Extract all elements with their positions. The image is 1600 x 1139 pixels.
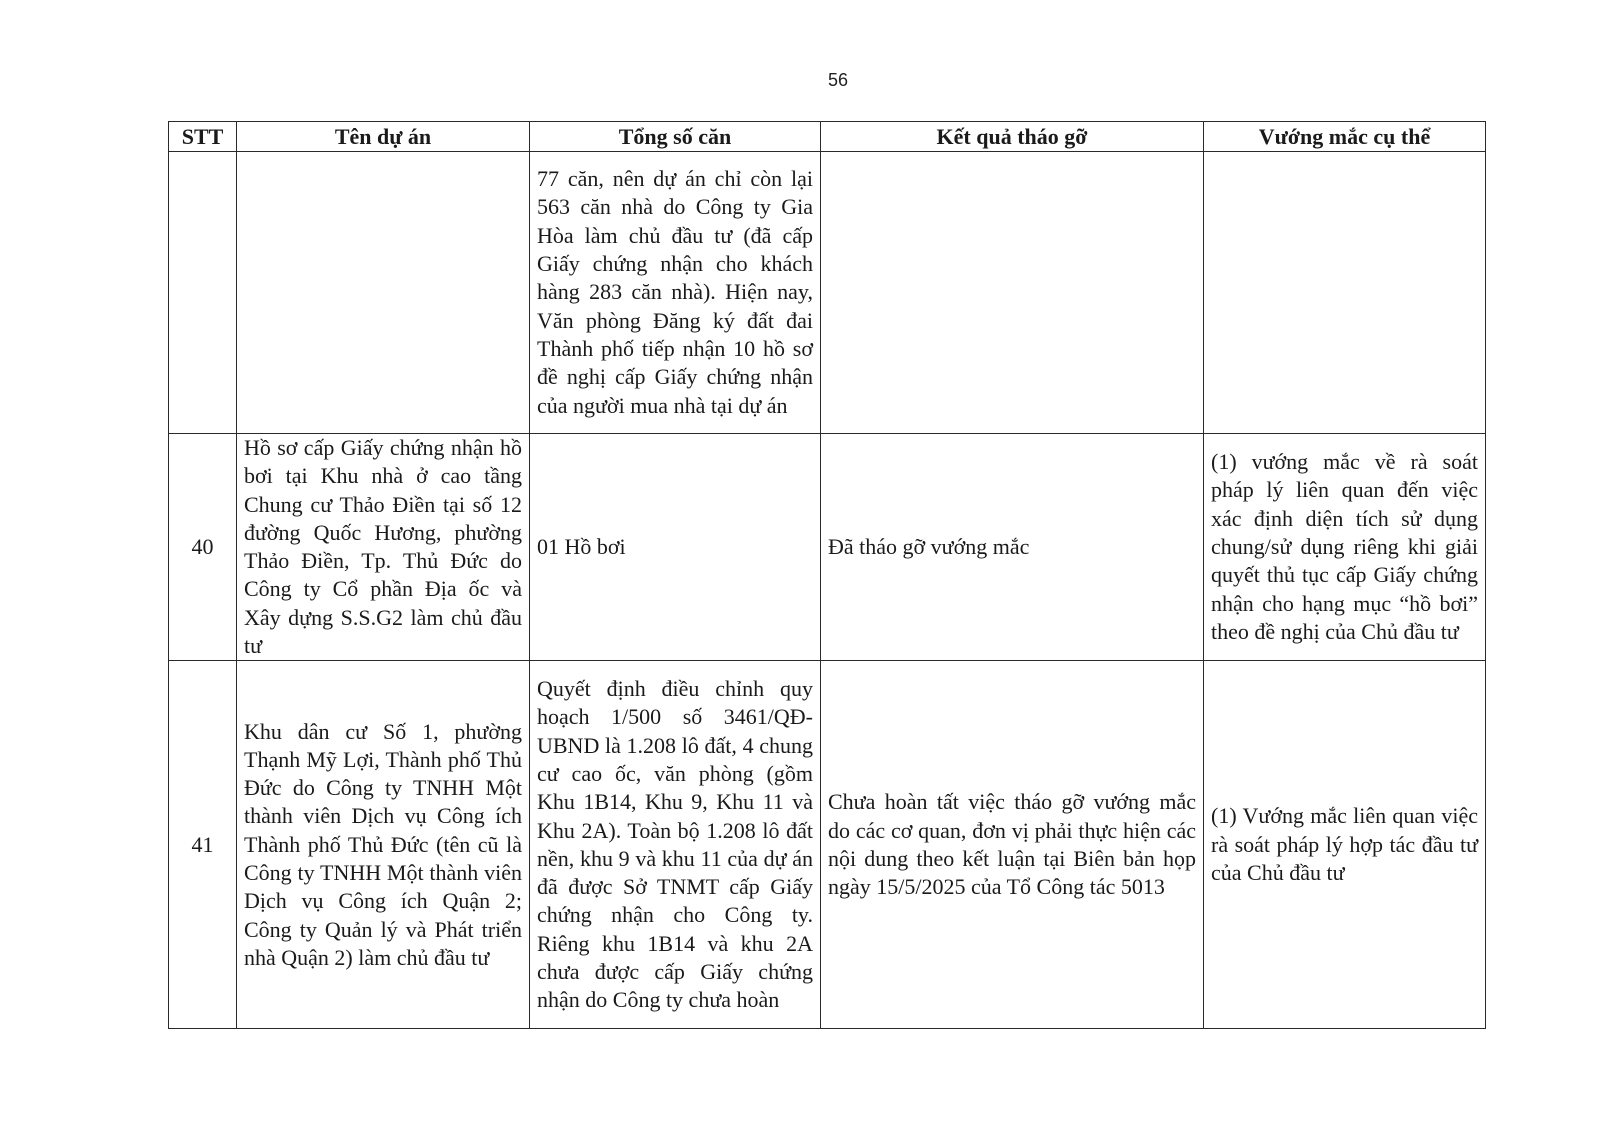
header-stt: STT: [169, 122, 237, 152]
row-project-name-cell: [237, 152, 530, 434]
row-resolution-result-cell: [821, 152, 1204, 434]
row-project-name-cell: Khu dân cư Số 1, phường Thạnh Mỹ Lợi, Thành phố Thủ Đức do Công ty TNHH Một thành viên Dịch vụ Công ích Thành phố Thủ Đức (tên cũ là Công ty TNHH Một thành viên Dịch vụ Công ích Quận 2; Công ty Quản lý và Phát triển nhà Quận 2) làm chủ đầu tư: [237, 661, 530, 1029]
row-project-name-cell: Hồ sơ cấp Giấy chứng nhận hồ bơi tại Khu nhà ở cao tầng Chung cư Thảo Điền tại số 12 đường Quốc Hương, phường Thảo Điền, Tp. Thủ Đức do Công ty Cổ phần Địa ốc và Xây dựng S.S.G2 làm chủ đầu tư: [237, 434, 530, 661]
row-resolution-result-cell: Chưa hoàn tất việc tháo gỡ vướng mắc do các cơ quan, đơn vị phải thực hiện các nội dung theo kết luận tại Biên bản họp ngày 15/5/2025 của Tổ Công tác 5013: [821, 661, 1204, 1029]
row-stt-cell: [169, 152, 237, 434]
row-total-units-cell: 77 căn, nên dự án chỉ còn lại 563 căn nhà do Công ty Gia Hòa làm chủ đầu tư (đã cấp Giấy chứng nhận cho khách hàng 283 căn nhà). Hiện nay, Văn phòng Đăng ký đất đai Thành phố tiếp nhận 10 hồ sơ đề nghị cấp Giấy chứng nhận của người mua nhà tại dự án: [530, 152, 821, 434]
row-total-units-cell: 01 Hồ bơi: [530, 434, 821, 661]
table-row: [169, 434, 1486, 661]
row-specific-issues-cell: [1204, 152, 1486, 434]
page-number: 56: [827, 70, 849, 90]
row-total-units-cell: Quyết định điều chỉnh quy hoạch 1/500 số 3461/QĐ-UBND là 1.208 lô đất, 4 chung cư cao ốc, văn phòng (gồm Khu 1B14, Khu 9, Khu 11 và Khu 2A). Toàn bộ 1.208 lô đất nền, khu 9 và khu 11 của dự án đã được Sở TNMT cấp Giấy chứng nhận cho Công ty. Riêng khu 1B14 và khu 2A chưa được cấp Giấy chứng nhận do Công ty chưa hoàn: [530, 661, 821, 1029]
header-project-name: Tên dự án: [237, 122, 530, 152]
table-row: [169, 152, 1486, 434]
table-header-row: [169, 122, 1486, 152]
row-stt-cell: 41: [169, 661, 237, 1029]
header-total-units: Tổng số căn: [530, 122, 821, 152]
projects-table: [168, 121, 1486, 1029]
header-resolution-result: Kết quả tháo gỡ: [821, 122, 1204, 152]
row-stt-cell: 40: [169, 434, 237, 661]
table-row: [169, 661, 1486, 1029]
header-specific-issues: Vướng mắc cụ thể: [1204, 122, 1486, 152]
row-specific-issues-cell: (1) Vướng mắc liên quan việc rà soát pháp lý hợp tác đầu tư của Chủ đầu tư: [1204, 661, 1486, 1029]
row-resolution-result-cell: Đã tháo gỡ vướng mắc: [821, 434, 1204, 661]
row-specific-issues-cell: (1) vướng mắc về rà soát pháp lý liên quan đến việc xác định diện tích sử dụng chung/sử dụng riêng khi giải quyết thủ tục cấp Giấy chứng nhận cho hạng mục “hồ bơi” theo đề nghị của Chủ đầu tư: [1204, 434, 1486, 661]
